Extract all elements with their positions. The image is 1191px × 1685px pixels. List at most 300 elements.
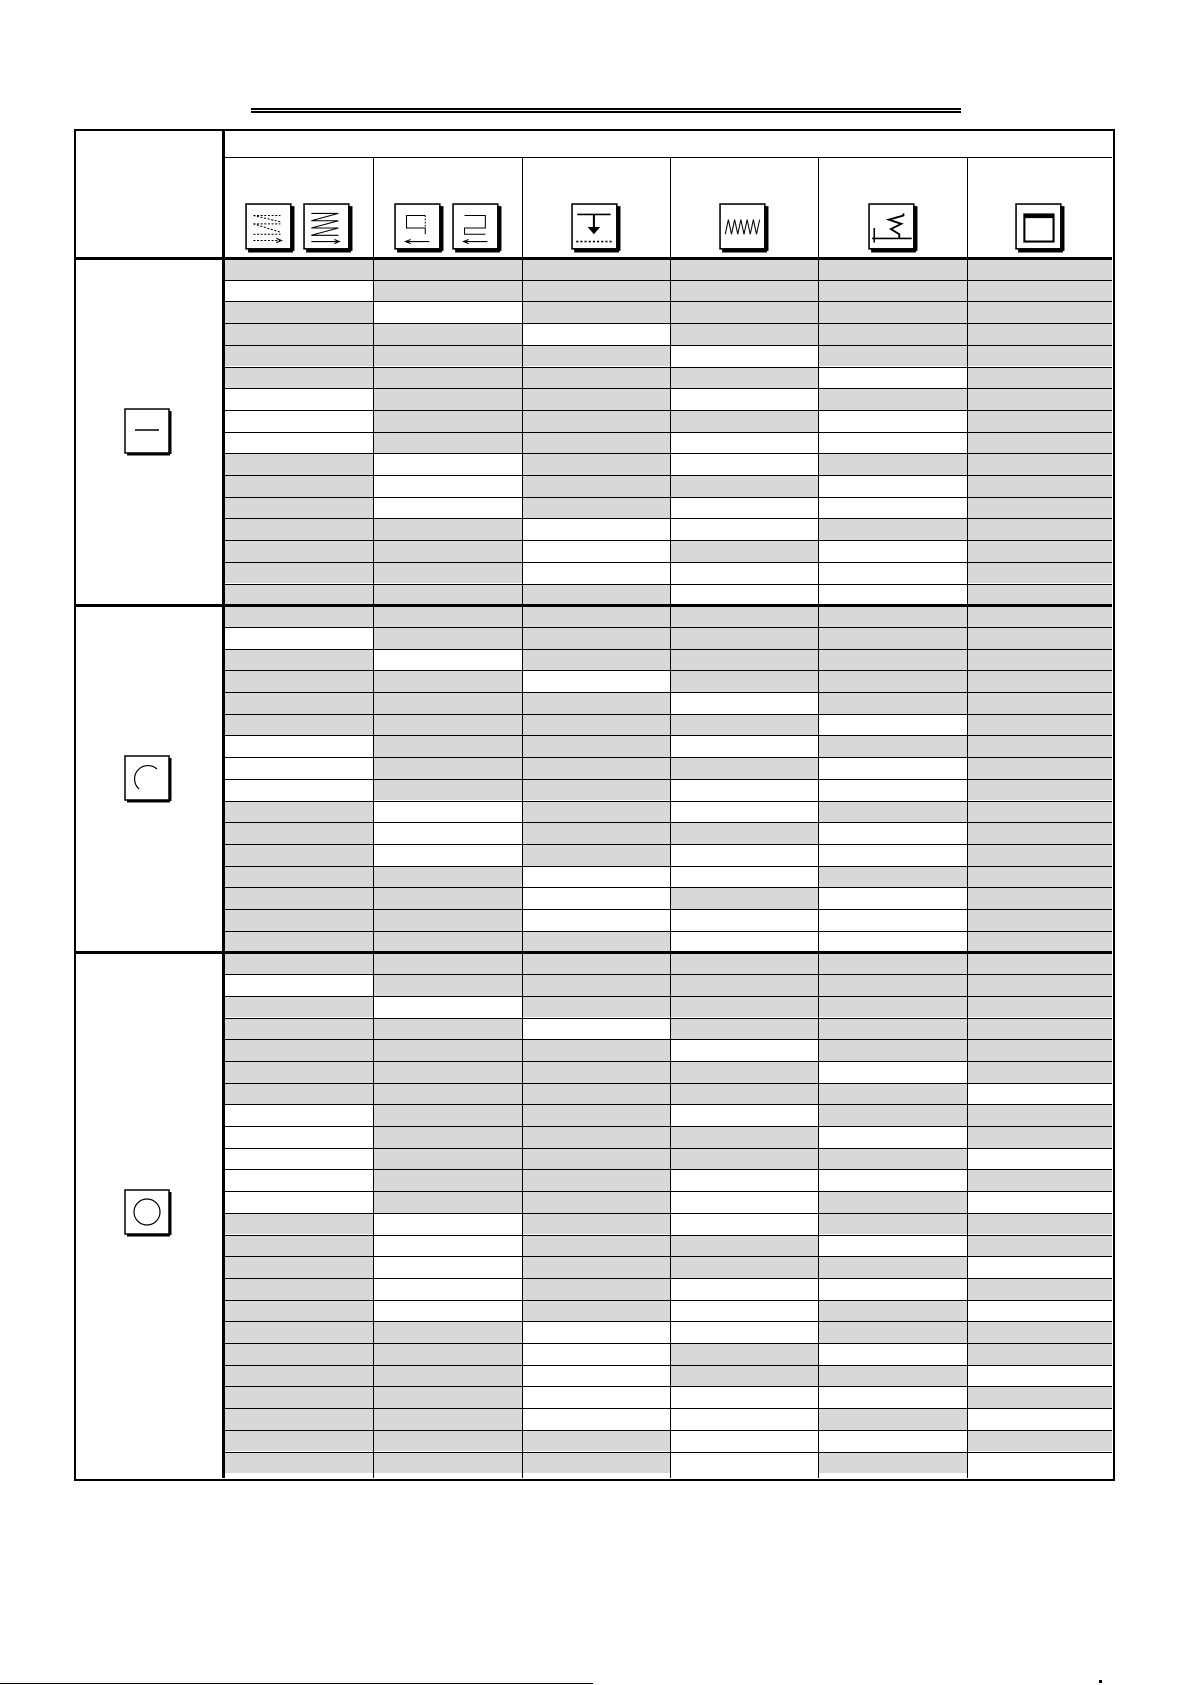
table-cell xyxy=(967,1148,1112,1170)
row-rule xyxy=(224,388,1112,389)
row-rule xyxy=(224,1365,1112,1366)
table-cell xyxy=(967,996,1112,1018)
stitch-combination-table xyxy=(74,129,1115,1481)
table-cell xyxy=(522,1018,670,1040)
table-cell xyxy=(522,931,670,953)
section-rule xyxy=(76,257,1112,260)
table-cell xyxy=(818,1126,967,1148)
table-cell xyxy=(373,518,522,540)
table-cell xyxy=(670,801,818,823)
table-cell xyxy=(522,1039,670,1061)
table-cell xyxy=(224,1039,373,1061)
table-cell xyxy=(522,866,670,888)
table-cell xyxy=(818,670,967,692)
table-cell xyxy=(373,1148,522,1170)
row-rule xyxy=(224,1278,1112,1279)
row-rule xyxy=(224,280,1112,281)
row-rule xyxy=(224,562,1112,563)
table-cell xyxy=(670,866,818,888)
table-cell xyxy=(224,518,373,540)
table-cell xyxy=(670,844,818,866)
table-cell xyxy=(522,909,670,931)
table-cell xyxy=(522,1213,670,1235)
row-rule xyxy=(224,714,1112,715)
table-cell xyxy=(224,1191,373,1213)
table-cell xyxy=(967,432,1112,454)
table-cell xyxy=(670,1126,818,1148)
table-cell xyxy=(522,1278,670,1300)
table-cell xyxy=(373,432,522,454)
table-cell xyxy=(967,1256,1112,1278)
table-cell xyxy=(670,497,818,519)
table-cell xyxy=(373,1278,522,1300)
table-cell xyxy=(224,887,373,909)
table-cell xyxy=(670,1039,818,1061)
table-cell xyxy=(522,714,670,736)
table-cell xyxy=(373,974,522,996)
table-cell xyxy=(373,475,522,497)
table-cell xyxy=(818,475,967,497)
table-cell xyxy=(224,1148,373,1170)
table-cell xyxy=(818,844,967,866)
table-cell xyxy=(224,801,373,823)
column-rule xyxy=(967,157,968,1478)
table-cell xyxy=(967,1213,1112,1235)
straight-line-icon xyxy=(124,408,172,456)
table-cell xyxy=(670,692,818,714)
row-rule xyxy=(224,996,1112,997)
table-cell xyxy=(967,475,1112,497)
table-cell xyxy=(373,584,522,606)
table-cell xyxy=(373,822,522,844)
table-cell xyxy=(967,497,1112,519)
table-cell xyxy=(373,1104,522,1126)
table-cell xyxy=(522,388,670,410)
row-rule xyxy=(224,1343,1112,1344)
table-cell xyxy=(224,670,373,692)
table-cell xyxy=(224,692,373,714)
table-cell xyxy=(818,649,967,671)
table-cell xyxy=(224,562,373,584)
table-cell xyxy=(670,1452,818,1474)
table-cell xyxy=(818,1104,967,1126)
table-cell xyxy=(373,1430,522,1452)
table-cell xyxy=(224,432,373,454)
table-cell xyxy=(224,931,373,953)
table-cell xyxy=(373,866,522,888)
table-cell xyxy=(670,714,818,736)
table-cell xyxy=(522,1169,670,1191)
table-cell xyxy=(373,1083,522,1105)
table-cell xyxy=(818,258,967,280)
table-cell xyxy=(224,1235,373,1257)
header-band-rule xyxy=(224,157,1112,158)
table-cell xyxy=(522,258,670,280)
table-cell xyxy=(967,388,1112,410)
table-cell xyxy=(967,1039,1112,1061)
table-cell xyxy=(522,887,670,909)
table-cell xyxy=(670,1018,818,1040)
table-cell xyxy=(967,323,1112,345)
table-cell xyxy=(373,323,522,345)
table-cell xyxy=(522,584,670,606)
table-cell xyxy=(670,1321,818,1343)
table-cell xyxy=(224,1343,373,1365)
table-cell xyxy=(818,453,967,475)
table-cell xyxy=(224,627,373,649)
table-cell xyxy=(818,735,967,757)
row-rule xyxy=(224,518,1112,519)
row-rule xyxy=(224,1061,1112,1062)
table-cell xyxy=(967,301,1112,323)
table-cell xyxy=(224,280,373,302)
table-cell xyxy=(224,1365,373,1387)
table-cell xyxy=(967,345,1112,367)
row-rule xyxy=(224,670,1112,671)
table-cell xyxy=(373,801,522,823)
return-stitch-icon xyxy=(394,203,444,253)
table-cell xyxy=(224,475,373,497)
table-cell xyxy=(224,649,373,671)
table-cell xyxy=(670,345,818,367)
table-cell xyxy=(373,1256,522,1278)
table-cell xyxy=(967,258,1112,280)
section-rule xyxy=(76,951,1112,954)
table-cell xyxy=(522,779,670,801)
table-cell xyxy=(967,801,1112,823)
table-cell xyxy=(373,1408,522,1430)
label-column-rule xyxy=(222,131,225,1478)
table-cell xyxy=(224,1061,373,1083)
table-cell xyxy=(967,1061,1112,1083)
table-cell xyxy=(373,692,522,714)
table-cell xyxy=(818,627,967,649)
row-rule xyxy=(224,1452,1112,1453)
table-cell xyxy=(670,367,818,389)
row-rule xyxy=(224,1256,1112,1257)
table-cell xyxy=(818,605,967,627)
column-rule xyxy=(522,157,523,1478)
table-cell xyxy=(967,1452,1112,1474)
table-cell xyxy=(967,779,1112,801)
row-rule xyxy=(224,1300,1112,1301)
table-cell xyxy=(670,410,818,432)
row-rule xyxy=(224,497,1112,498)
table-cell xyxy=(224,996,373,1018)
table-cell xyxy=(818,866,967,888)
table-cell xyxy=(522,1365,670,1387)
table-cell xyxy=(373,301,522,323)
table-cell xyxy=(670,1300,818,1322)
row-rule xyxy=(224,301,1112,302)
table-cell xyxy=(670,1235,818,1257)
table-cell xyxy=(818,540,967,562)
table-cell xyxy=(224,1321,373,1343)
table-cell xyxy=(967,540,1112,562)
table-cell xyxy=(522,605,670,627)
table-cell xyxy=(224,866,373,888)
row-rule xyxy=(224,1018,1112,1019)
table-cell xyxy=(967,1235,1112,1257)
row-rule xyxy=(224,866,1112,867)
table-cell xyxy=(670,1408,818,1430)
row-rule xyxy=(224,1408,1112,1409)
row-rule xyxy=(224,844,1112,845)
table-cell xyxy=(818,1452,967,1474)
table-cell xyxy=(967,1126,1112,1148)
table-cell xyxy=(818,1278,967,1300)
table-cell xyxy=(670,1278,818,1300)
table-cell xyxy=(818,388,967,410)
table-cell xyxy=(818,410,967,432)
table-cell xyxy=(373,1191,522,1213)
table-cell xyxy=(670,540,818,562)
table-cell xyxy=(670,1430,818,1452)
table-cell xyxy=(224,822,373,844)
table-cell xyxy=(670,1343,818,1365)
table-cell xyxy=(373,410,522,432)
table-cell xyxy=(670,605,818,627)
table-cell xyxy=(670,757,818,779)
table-cell xyxy=(224,1386,373,1408)
table-cell xyxy=(967,931,1112,953)
circle-icon xyxy=(124,1189,172,1237)
arc-icon xyxy=(124,755,172,803)
table-cell xyxy=(522,735,670,757)
table-cell xyxy=(373,931,522,953)
table-cell xyxy=(224,497,373,519)
table-cell xyxy=(967,1300,1112,1322)
table-cell xyxy=(373,1235,522,1257)
table-cell xyxy=(967,1343,1112,1365)
table-cell xyxy=(818,1061,967,1083)
table-cell xyxy=(522,757,670,779)
table-cell xyxy=(670,1083,818,1105)
row-rule xyxy=(224,692,1112,693)
table-cell xyxy=(224,1430,373,1452)
table-cell xyxy=(522,627,670,649)
row-rule xyxy=(224,1213,1112,1214)
table-cell xyxy=(818,497,967,519)
table-cell xyxy=(224,323,373,345)
table-cell xyxy=(373,1126,522,1148)
row-rule xyxy=(224,540,1112,541)
row-rule xyxy=(224,1430,1112,1431)
row-rule xyxy=(224,1321,1112,1322)
table-cell xyxy=(373,1213,522,1235)
table-cell xyxy=(967,1408,1112,1430)
table-cell xyxy=(967,757,1112,779)
table-cell xyxy=(670,735,818,757)
table-cell xyxy=(522,801,670,823)
table-cell xyxy=(522,1104,670,1126)
footer-rule xyxy=(0,1683,593,1684)
table-cell xyxy=(818,887,967,909)
row-rule xyxy=(224,1235,1112,1236)
table-cell xyxy=(373,605,522,627)
table-cell xyxy=(818,1365,967,1387)
table-cell xyxy=(818,518,967,540)
table-cell xyxy=(522,562,670,584)
table-cell xyxy=(818,301,967,323)
table-cell xyxy=(522,822,670,844)
table-cell xyxy=(224,1169,373,1191)
table-cell xyxy=(224,540,373,562)
table-cell xyxy=(373,952,522,974)
table-cell xyxy=(373,1321,522,1343)
row-rule xyxy=(224,345,1112,346)
row-rule xyxy=(224,974,1112,975)
table-cell xyxy=(818,779,967,801)
table-cell xyxy=(224,844,373,866)
table-cell xyxy=(670,1104,818,1126)
table-cell xyxy=(818,1235,967,1257)
table-cell xyxy=(522,432,670,454)
footer-mark xyxy=(1099,1680,1102,1683)
table-cell xyxy=(373,562,522,584)
table-cell xyxy=(670,1169,818,1191)
table-cell xyxy=(224,301,373,323)
table-cell xyxy=(373,388,522,410)
table-cell xyxy=(522,1191,670,1213)
table-cell xyxy=(670,822,818,844)
table-cell xyxy=(224,1126,373,1148)
table-cell xyxy=(670,1148,818,1170)
table-cell xyxy=(522,367,670,389)
table-cell xyxy=(224,1213,373,1235)
table-cell xyxy=(967,453,1112,475)
table-cell xyxy=(818,1191,967,1213)
table-cell xyxy=(224,367,373,389)
row-rule xyxy=(224,887,1112,888)
table-cell xyxy=(373,540,522,562)
table-cell xyxy=(373,887,522,909)
square-frame-icon xyxy=(1015,203,1065,253)
table-cell xyxy=(670,301,818,323)
table-cell xyxy=(373,735,522,757)
row-rule xyxy=(224,1083,1112,1084)
row-rule xyxy=(224,367,1112,368)
table-cell xyxy=(373,670,522,692)
table-cell xyxy=(522,1430,670,1452)
table-cell xyxy=(967,280,1112,302)
table-cell xyxy=(967,1386,1112,1408)
row-rule xyxy=(224,410,1112,411)
table-cell xyxy=(670,1061,818,1083)
table-cell xyxy=(522,540,670,562)
table-cell xyxy=(373,1061,522,1083)
table-cell xyxy=(224,1083,373,1105)
row-rule xyxy=(224,931,1112,932)
table-cell xyxy=(670,388,818,410)
table-cell xyxy=(373,1343,522,1365)
table-cell xyxy=(224,974,373,996)
table-cell xyxy=(967,584,1112,606)
table-cell xyxy=(818,1148,967,1170)
row-rule xyxy=(224,1126,1112,1127)
row-rule xyxy=(224,1386,1112,1387)
table-cell xyxy=(522,1343,670,1365)
table-cell xyxy=(224,1300,373,1322)
table-cell xyxy=(818,1256,967,1278)
table-cell xyxy=(967,844,1112,866)
table-cell xyxy=(670,996,818,1018)
table-cell xyxy=(967,410,1112,432)
bottom-stop-icon xyxy=(571,203,621,253)
row-rule xyxy=(224,1148,1112,1149)
table-cell xyxy=(670,562,818,584)
table-cell xyxy=(818,1039,967,1061)
table-cell xyxy=(373,1300,522,1322)
table-cell xyxy=(818,1083,967,1105)
table-cell xyxy=(224,714,373,736)
table-cell xyxy=(967,735,1112,757)
table-cell xyxy=(967,1104,1112,1126)
row-rule xyxy=(224,649,1112,650)
table-cell xyxy=(522,692,670,714)
table-cell xyxy=(670,1386,818,1408)
table-cell xyxy=(818,801,967,823)
row-rule xyxy=(224,584,1112,585)
row-rule xyxy=(224,822,1112,823)
table-cell xyxy=(967,822,1112,844)
table-cell xyxy=(818,952,967,974)
table-cell xyxy=(522,1083,670,1105)
table-cell xyxy=(373,779,522,801)
table-cell xyxy=(967,367,1112,389)
table-cell xyxy=(967,974,1112,996)
table-cell xyxy=(373,1039,522,1061)
table-cell xyxy=(818,909,967,931)
table-cell xyxy=(967,1169,1112,1191)
table-cell xyxy=(967,518,1112,540)
table-cell xyxy=(967,1018,1112,1040)
table-cell xyxy=(670,627,818,649)
table-cell xyxy=(967,605,1112,627)
table-cell xyxy=(373,844,522,866)
table-cell xyxy=(373,714,522,736)
table-cell xyxy=(818,345,967,367)
table-cell xyxy=(522,497,670,519)
table-cell xyxy=(373,497,522,519)
table-cell xyxy=(224,952,373,974)
table-cell xyxy=(224,1278,373,1300)
table-cell xyxy=(224,388,373,410)
table-cell xyxy=(373,1169,522,1191)
table-cell xyxy=(967,1083,1112,1105)
row-rule xyxy=(224,323,1112,324)
table-cell xyxy=(522,1408,670,1430)
row-rule xyxy=(224,735,1112,736)
table-cell xyxy=(818,692,967,714)
table-cell xyxy=(967,649,1112,671)
table-cell xyxy=(522,280,670,302)
table-cell xyxy=(522,996,670,1018)
table-cell xyxy=(967,952,1112,974)
table-cell xyxy=(373,909,522,931)
table-cell xyxy=(818,1430,967,1452)
table-cell xyxy=(522,1321,670,1343)
table-cell xyxy=(967,909,1112,931)
table-cell xyxy=(522,1300,670,1322)
table-cell xyxy=(224,735,373,757)
table-cell xyxy=(224,1452,373,1474)
table-cell xyxy=(522,1256,670,1278)
table-cell xyxy=(818,1408,967,1430)
table-cell xyxy=(373,280,522,302)
table-cell xyxy=(670,779,818,801)
table-cell xyxy=(818,1169,967,1191)
